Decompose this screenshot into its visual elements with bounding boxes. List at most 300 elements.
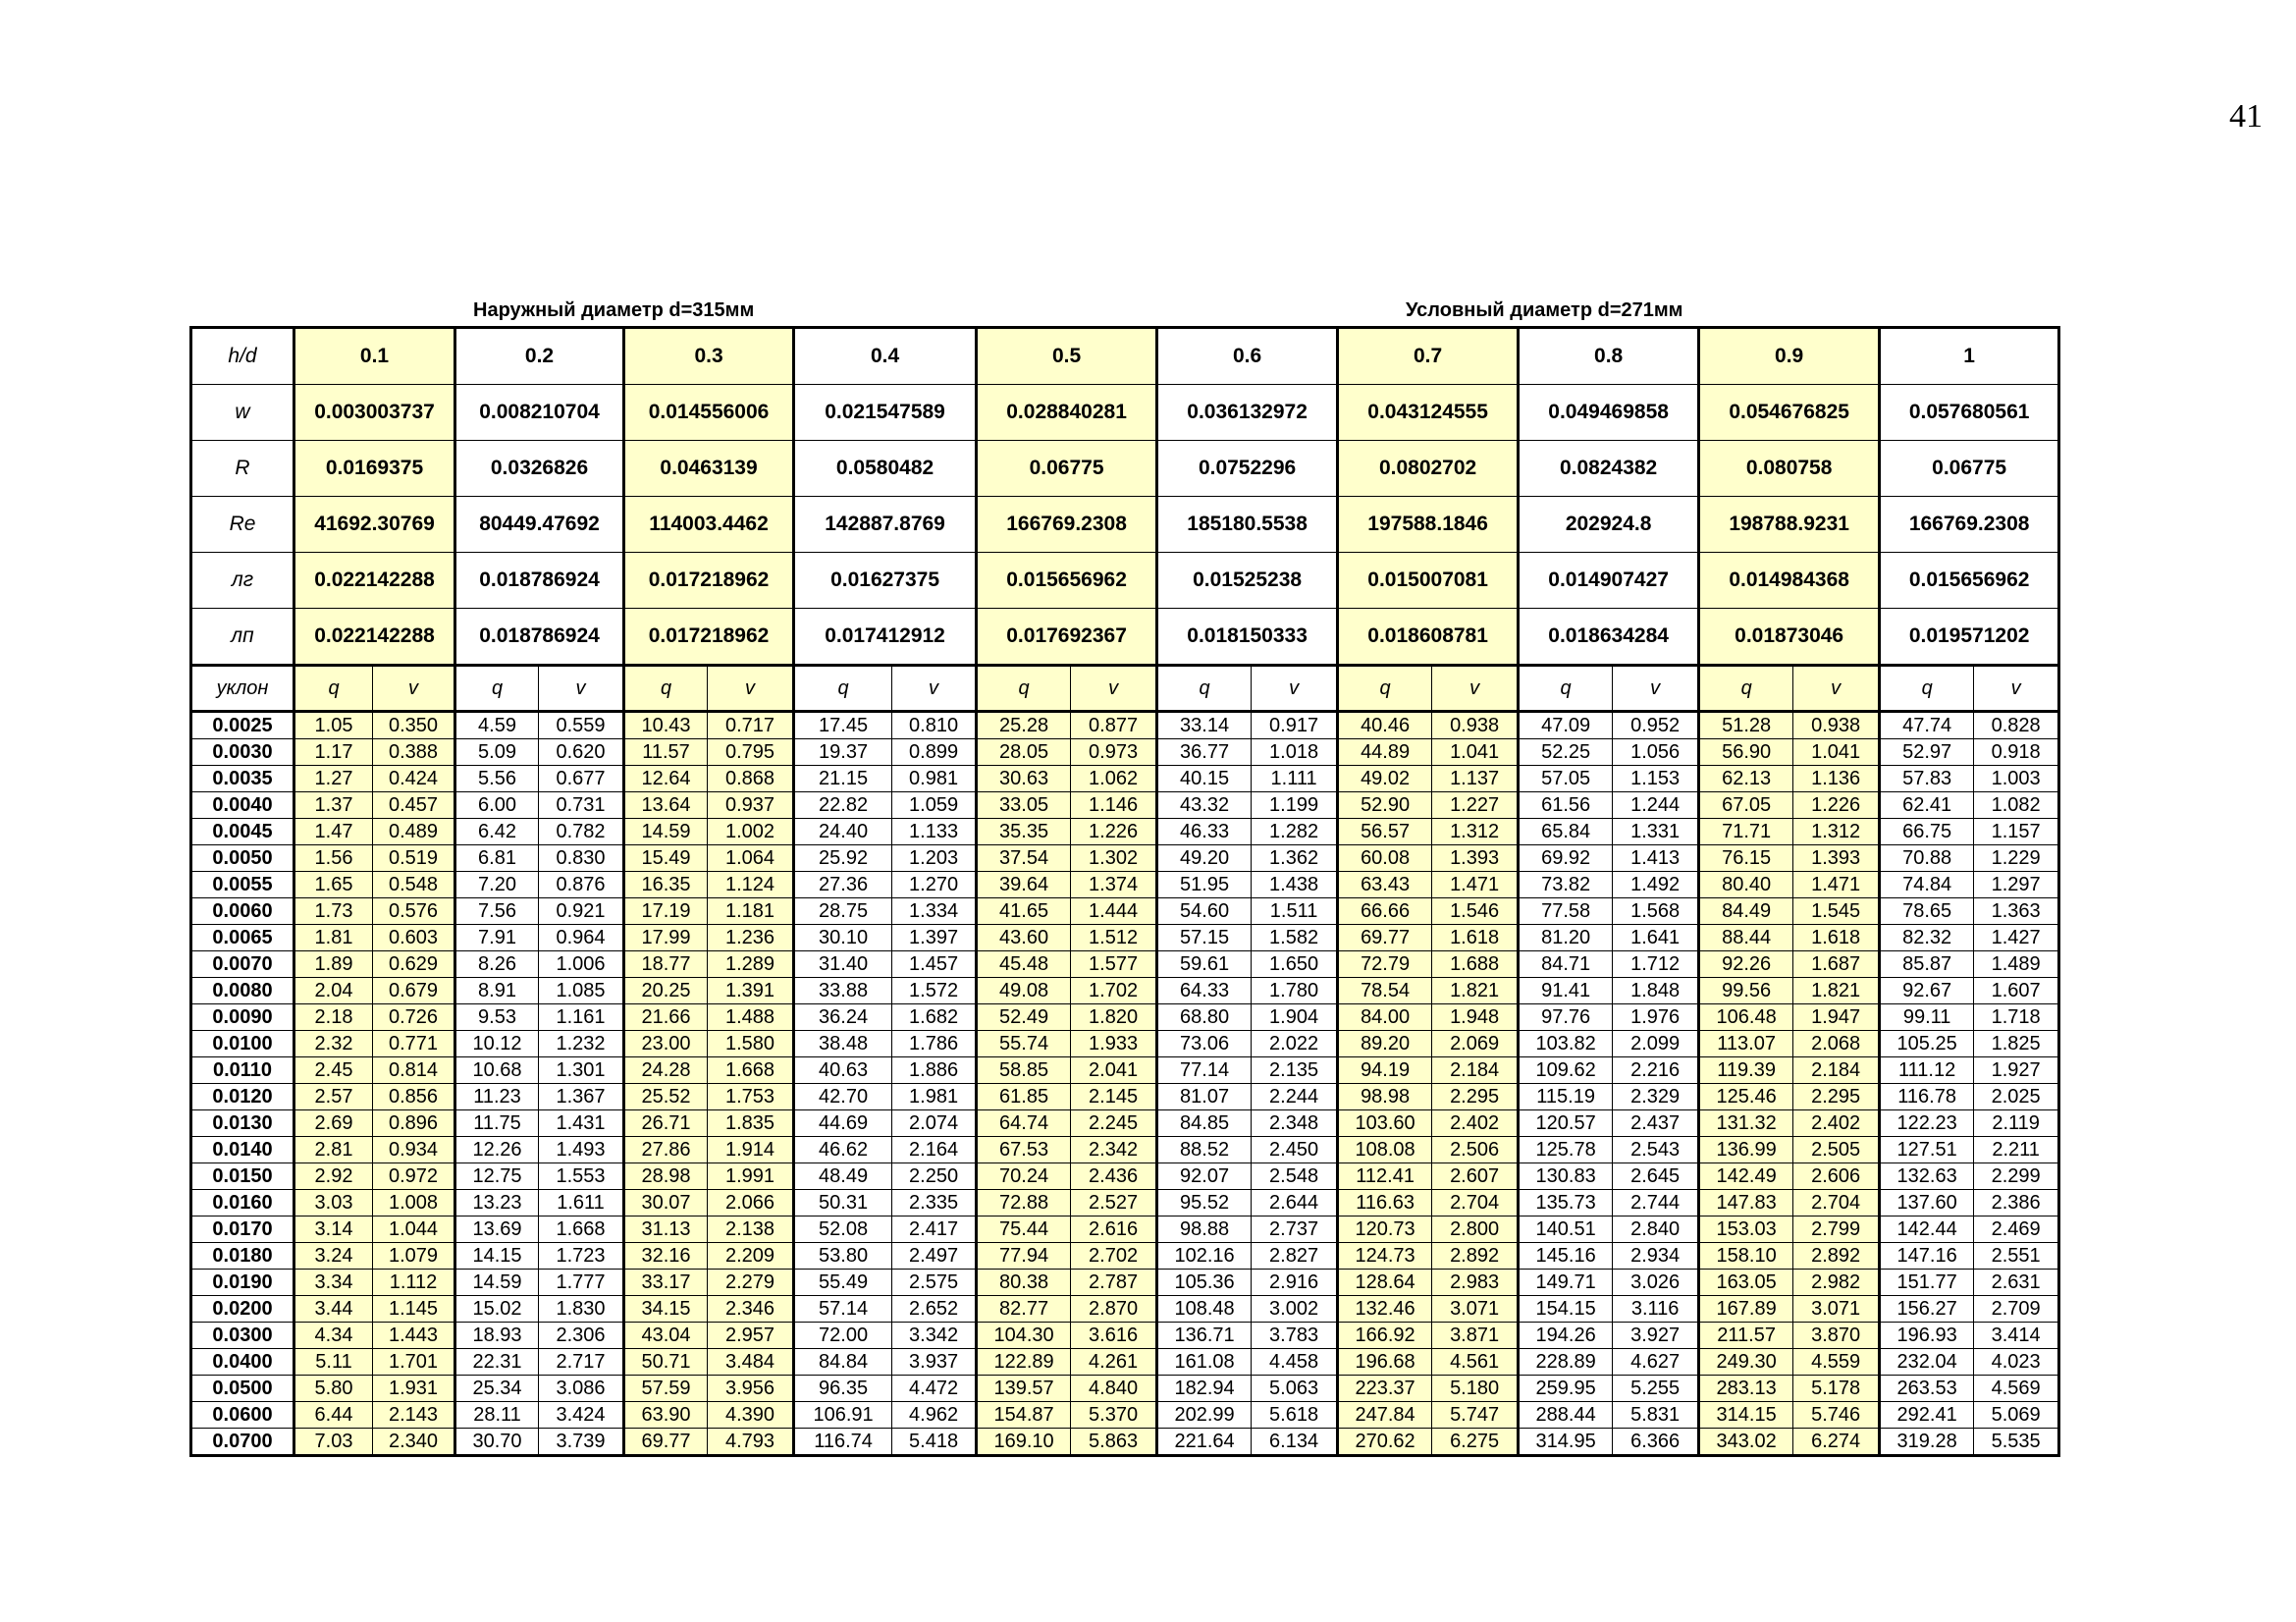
flow-cell: 33.88 — [794, 978, 892, 1004]
flow-cell: 34.15 — [624, 1296, 708, 1323]
velocity-cell: 0.457 — [373, 792, 455, 819]
header-value: 0.014556006 — [624, 385, 794, 441]
velocity-cell: 2.245 — [1071, 1110, 1157, 1137]
flow-cell: 73.06 — [1157, 1031, 1252, 1057]
velocity-cell: 2.250 — [892, 1163, 977, 1190]
velocity-cell: 1.702 — [1071, 978, 1157, 1004]
slope-cell: 0.0040 — [191, 792, 294, 819]
flow-cell: 70.24 — [977, 1163, 1071, 1190]
velocity-cell: 3.783 — [1252, 1323, 1338, 1349]
velocity-cell: 0.795 — [708, 739, 794, 766]
flow-cell: 66.66 — [1338, 898, 1432, 925]
velocity-cell: 1.825 — [1974, 1031, 2059, 1057]
velocity-cell: 1.413 — [1613, 845, 1699, 872]
header-value: 41692.30769 — [294, 497, 455, 553]
velocity-cell: 1.153 — [1613, 766, 1699, 792]
header-value: 0.0463139 — [624, 441, 794, 497]
flow-cell: 6.81 — [455, 845, 539, 872]
velocity-cell: 1.226 — [1071, 819, 1157, 845]
velocity-header: v — [539, 666, 624, 712]
slope-cell: 0.0400 — [191, 1349, 294, 1376]
velocity-cell: 2.145 — [1071, 1084, 1157, 1110]
flow-cell: 116.74 — [794, 1429, 892, 1456]
flow-cell: 47.74 — [1880, 712, 1974, 739]
flow-cell: 158.10 — [1699, 1243, 1793, 1270]
velocity-cell: 2.216 — [1613, 1057, 1699, 1084]
flow-cell: 22.31 — [455, 1349, 539, 1376]
velocity-header: v — [1432, 666, 1519, 712]
flow-cell: 14.59 — [455, 1270, 539, 1296]
slope-cell: 0.0140 — [191, 1137, 294, 1163]
flow-cell: 70.88 — [1880, 845, 1974, 872]
flow-cell: 122.23 — [1880, 1110, 1974, 1137]
slope-cell: 0.0035 — [191, 766, 294, 792]
flow-cell: 44.69 — [794, 1110, 892, 1137]
flow-cell: 24.40 — [794, 819, 892, 845]
flow-cell: 263.53 — [1880, 1376, 1974, 1402]
flow-cell: 28.11 — [455, 1402, 539, 1429]
velocity-cell: 1.124 — [708, 872, 794, 898]
header-value: 0.018150333 — [1157, 609, 1338, 666]
velocity-cell: 1.618 — [1432, 925, 1519, 951]
flow-cell: 31.40 — [794, 951, 892, 978]
velocity-cell: 2.450 — [1252, 1137, 1338, 1163]
header-value: 0.4 — [794, 328, 977, 385]
header-value: 114003.4462 — [624, 497, 794, 553]
flow-cell: 88.52 — [1157, 1137, 1252, 1163]
velocity-cell: 1.489 — [1974, 951, 2059, 978]
flow-cell: 13.64 — [624, 792, 708, 819]
flow-cell: 112.41 — [1338, 1163, 1432, 1190]
header-value: 198788.9231 — [1699, 497, 1880, 553]
velocity-cell: 2.506 — [1432, 1137, 1519, 1163]
velocity-cell: 3.927 — [1613, 1323, 1699, 1349]
velocity-cell: 2.402 — [1793, 1110, 1880, 1137]
velocity-cell: 0.782 — [539, 819, 624, 845]
flow-cell: 249.30 — [1699, 1349, 1793, 1376]
velocity-cell: 0.548 — [373, 872, 455, 898]
table-row — [191, 1057, 2059, 1084]
flow-cell: 68.80 — [1157, 1004, 1252, 1031]
velocity-cell: 1.607 — [1974, 978, 2059, 1004]
velocity-cell: 0.921 — [539, 898, 624, 925]
velocity-cell: 1.718 — [1974, 1004, 2059, 1031]
flow-cell: 30.10 — [794, 925, 892, 951]
header-value: 166769.2308 — [977, 497, 1157, 553]
velocity-cell: 0.938 — [1793, 712, 1880, 739]
table-row — [191, 792, 2059, 819]
flow-cell: 89.20 — [1338, 1031, 1432, 1057]
flow-cell: 3.14 — [294, 1216, 373, 1243]
flow-cell: 47.09 — [1519, 712, 1613, 739]
slope-cell: 0.0160 — [191, 1190, 294, 1216]
velocity-cell: 1.312 — [1793, 819, 1880, 845]
header-label: w — [191, 385, 294, 441]
velocity-cell: 2.069 — [1432, 1031, 1519, 1057]
flow-cell: 223.37 — [1338, 1376, 1432, 1402]
header-value: 142887.8769 — [794, 497, 977, 553]
flow-cell: 1.73 — [294, 898, 373, 925]
slope-cell: 0.0045 — [191, 819, 294, 845]
velocity-cell: 0.973 — [1071, 739, 1157, 766]
velocity-cell: 1.904 — [1252, 1004, 1338, 1031]
velocity-cell: 0.918 — [1974, 739, 2059, 766]
table-row — [191, 951, 2059, 978]
velocity-cell: 2.143 — [373, 1402, 455, 1429]
flow-cell: 51.28 — [1699, 712, 1793, 739]
flow-cell: 169.10 — [977, 1429, 1071, 1456]
flow-cell: 64.74 — [977, 1110, 1071, 1137]
velocity-cell: 1.777 — [539, 1270, 624, 1296]
flow-cell: 1.56 — [294, 845, 373, 872]
flow-cell: 67.53 — [977, 1137, 1071, 1163]
flow-cell: 147.16 — [1880, 1243, 1974, 1270]
table-row — [191, 1376, 2059, 1402]
flow-cell: 343.02 — [1699, 1429, 1793, 1456]
velocity-cell: 1.236 — [708, 925, 794, 951]
flow-cell: 6.42 — [455, 819, 539, 845]
flow-cell: 314.95 — [1519, 1429, 1613, 1456]
flow-cell: 142.44 — [1880, 1216, 1974, 1243]
hydraulic-table — [189, 326, 2060, 1457]
table-row — [191, 1429, 2059, 1456]
flow-header: q — [294, 666, 373, 712]
velocity-cell: 1.232 — [539, 1031, 624, 1057]
flow-cell: 228.89 — [1519, 1349, 1613, 1376]
header-value: 0.015656962 — [977, 553, 1157, 609]
flow-cell: 69.77 — [624, 1429, 708, 1456]
flow-cell: 4.34 — [294, 1323, 373, 1349]
flow-cell: 116.63 — [1338, 1190, 1432, 1216]
flow-cell: 57.14 — [794, 1296, 892, 1323]
velocity-cell: 3.071 — [1793, 1296, 1880, 1323]
flow-cell: 27.86 — [624, 1137, 708, 1163]
flow-header: q — [1699, 666, 1793, 712]
header-value: 0.022142288 — [294, 553, 455, 609]
flow-cell: 40.63 — [794, 1057, 892, 1084]
flow-cell: 145.16 — [1519, 1243, 1613, 1270]
velocity-cell: 0.856 — [373, 1084, 455, 1110]
flow-cell: 56.90 — [1699, 739, 1793, 766]
table-row — [191, 872, 2059, 898]
flow-cell: 149.71 — [1519, 1270, 1613, 1296]
slope-cell: 0.0300 — [191, 1323, 294, 1349]
table-row — [191, 1110, 2059, 1137]
velocity-cell: 3.870 — [1793, 1323, 1880, 1349]
velocity-cell: 0.810 — [892, 712, 977, 739]
flow-cell: 130.83 — [1519, 1163, 1613, 1190]
velocity-cell: 2.299 — [1974, 1163, 2059, 1190]
flow-cell: 64.33 — [1157, 978, 1252, 1004]
caption-nominal-diameter: Условный диаметр d=271мм — [1406, 299, 1683, 321]
flow-cell: 106.91 — [794, 1402, 892, 1429]
header-value: 185180.5538 — [1157, 497, 1338, 553]
slope-cell: 0.0055 — [191, 872, 294, 898]
velocity-cell: 0.576 — [373, 898, 455, 925]
flow-cell: 109.62 — [1519, 1057, 1613, 1084]
flow-cell: 10.43 — [624, 712, 708, 739]
flow-cell: 58.85 — [977, 1057, 1071, 1084]
velocity-cell: 2.119 — [1974, 1110, 2059, 1137]
header-row — [191, 497, 2059, 553]
slope-cell: 0.0060 — [191, 898, 294, 925]
velocity-cell: 1.301 — [539, 1057, 624, 1084]
header-value: 0.3 — [624, 328, 794, 385]
velocity-cell: 1.111 — [1252, 766, 1338, 792]
velocity-cell: 2.704 — [1432, 1190, 1519, 1216]
flow-cell: 26.71 — [624, 1110, 708, 1137]
flow-cell: 25.92 — [794, 845, 892, 872]
header-value: 0.8 — [1519, 328, 1699, 385]
flow-cell: 84.00 — [1338, 1004, 1432, 1031]
header-value: 0.021547589 — [794, 385, 977, 441]
slope-cell: 0.0030 — [191, 739, 294, 766]
flow-cell: 167.89 — [1699, 1296, 1793, 1323]
flow-cell: 1.37 — [294, 792, 373, 819]
flow-cell: 151.77 — [1880, 1270, 1974, 1296]
velocity-cell: 1.282 — [1252, 819, 1338, 845]
flow-cell: 5.56 — [455, 766, 539, 792]
flow-header: q — [455, 666, 539, 712]
flow-cell: 28.98 — [624, 1163, 708, 1190]
header-value: 0.017412912 — [794, 609, 977, 666]
flow-cell: 17.99 — [624, 925, 708, 951]
flow-cell: 72.79 — [1338, 951, 1432, 978]
velocity-cell: 1.203 — [892, 845, 977, 872]
velocity-header: v — [1613, 666, 1699, 712]
slope-cell: 0.0070 — [191, 951, 294, 978]
table-row — [191, 1402, 2059, 1429]
velocity-cell: 1.991 — [708, 1163, 794, 1190]
velocity-cell: 2.744 — [1613, 1190, 1699, 1216]
flow-cell: 66.75 — [1880, 819, 1974, 845]
flow-cell: 10.12 — [455, 1031, 539, 1057]
velocity-cell: 2.704 — [1793, 1190, 1880, 1216]
velocity-cell: 6.274 — [1793, 1429, 1880, 1456]
velocity-cell: 3.956 — [708, 1376, 794, 1402]
flow-cell: 84.84 — [794, 1349, 892, 1376]
velocity-cell: 3.116 — [1613, 1296, 1699, 1323]
flow-cell: 24.28 — [624, 1057, 708, 1084]
header-value: 0.5 — [977, 328, 1157, 385]
flow-cell: 82.77 — [977, 1296, 1071, 1323]
table-row — [191, 898, 2059, 925]
flow-cell: 53.80 — [794, 1243, 892, 1270]
velocity-cell: 3.937 — [892, 1349, 977, 1376]
flow-cell: 288.44 — [1519, 1402, 1613, 1429]
flow-cell: 7.91 — [455, 925, 539, 951]
velocity-cell: 1.133 — [892, 819, 977, 845]
velocity-cell: 0.899 — [892, 739, 977, 766]
velocity-cell: 2.702 — [1071, 1243, 1157, 1270]
flow-cell: 81.07 — [1157, 1084, 1252, 1110]
table-row — [191, 766, 2059, 792]
flow-cell: 2.45 — [294, 1057, 373, 1084]
flow-cell: 182.94 — [1157, 1376, 1252, 1402]
flow-cell: 33.14 — [1157, 712, 1252, 739]
flow-cell: 108.08 — [1338, 1137, 1432, 1163]
velocity-header: v — [1974, 666, 2059, 712]
header-value: 0.003003737 — [294, 385, 455, 441]
velocity-cell: 1.981 — [892, 1084, 977, 1110]
flow-cell: 74.84 — [1880, 872, 1974, 898]
velocity-cell: 2.135 — [1252, 1057, 1338, 1084]
velocity-cell: 4.472 — [892, 1376, 977, 1402]
flow-cell: 154.87 — [977, 1402, 1071, 1429]
velocity-cell: 1.146 — [1071, 792, 1157, 819]
flow-cell: 105.36 — [1157, 1270, 1252, 1296]
velocity-cell: 1.488 — [708, 1004, 794, 1031]
flow-cell: 2.92 — [294, 1163, 373, 1190]
flow-cell: 103.82 — [1519, 1031, 1613, 1057]
header-value: 0.015007081 — [1338, 553, 1519, 609]
velocity-cell: 1.780 — [1252, 978, 1338, 1004]
velocity-cell: 2.184 — [1432, 1057, 1519, 1084]
velocity-cell: 2.631 — [1974, 1270, 2059, 1296]
velocity-header: v — [1252, 666, 1338, 712]
velocity-cell: 1.059 — [892, 792, 977, 819]
velocity-cell: 0.937 — [708, 792, 794, 819]
velocity-cell: 2.575 — [892, 1270, 977, 1296]
velocity-cell: 2.606 — [1793, 1163, 1880, 1190]
velocity-cell: 1.493 — [539, 1137, 624, 1163]
flow-cell: 69.92 — [1519, 845, 1613, 872]
velocity-cell: 6.366 — [1613, 1429, 1699, 1456]
flow-cell: 283.13 — [1699, 1376, 1793, 1402]
header-value: 0.017218962 — [624, 609, 794, 666]
velocity-cell: 0.917 — [1252, 712, 1338, 739]
velocity-cell: 2.983 — [1432, 1270, 1519, 1296]
flow-cell: 92.07 — [1157, 1163, 1252, 1190]
flow-cell: 259.95 — [1519, 1376, 1613, 1402]
flow-cell: 92.67 — [1880, 978, 1974, 1004]
velocity-cell: 1.003 — [1974, 766, 2059, 792]
velocity-cell: 1.041 — [1793, 739, 1880, 766]
flow-cell: 128.64 — [1338, 1270, 1432, 1296]
table-row — [191, 1216, 2059, 1243]
slope-cell: 0.0180 — [191, 1243, 294, 1270]
flow-cell: 60.08 — [1338, 845, 1432, 872]
velocity-cell: 2.957 — [708, 1323, 794, 1349]
flow-cell: 131.32 — [1699, 1110, 1793, 1137]
flow-cell: 1.17 — [294, 739, 373, 766]
velocity-cell: 3.414 — [1974, 1323, 2059, 1349]
flow-cell: 194.26 — [1519, 1323, 1613, 1349]
flow-cell: 12.75 — [455, 1163, 539, 1190]
header-label: h/d — [191, 328, 294, 385]
flow-cell: 5.11 — [294, 1349, 373, 1376]
velocity-cell: 1.229 — [1974, 845, 2059, 872]
slope-cell: 0.0100 — [191, 1031, 294, 1057]
slope-cell: 0.0190 — [191, 1270, 294, 1296]
table-row — [191, 1270, 2059, 1296]
header-value: 0.0752296 — [1157, 441, 1338, 497]
flow-cell: 72.88 — [977, 1190, 1071, 1216]
velocity-cell: 0.620 — [539, 739, 624, 766]
header-value: 0.1 — [294, 328, 455, 385]
velocity-cell: 2.342 — [1071, 1137, 1157, 1163]
table-row — [191, 845, 2059, 872]
flow-cell: 113.07 — [1699, 1031, 1793, 1057]
flow-header: q — [977, 666, 1071, 712]
slope-cell: 0.0090 — [191, 1004, 294, 1031]
flow-cell: 77.94 — [977, 1243, 1071, 1270]
header-value: 0.01627375 — [794, 553, 977, 609]
header-value: 0.018608781 — [1338, 609, 1519, 666]
header-value: 0.01873046 — [1699, 609, 1880, 666]
velocity-cell: 2.402 — [1432, 1110, 1519, 1137]
sub-header-row — [191, 666, 2059, 712]
velocity-cell: 1.835 — [708, 1110, 794, 1137]
flow-cell: 125.46 — [1699, 1084, 1793, 1110]
velocity-cell: 5.747 — [1432, 1402, 1519, 1429]
flow-cell: 52.97 — [1880, 739, 1974, 766]
velocity-cell: 1.438 — [1252, 872, 1338, 898]
flow-cell: 270.62 — [1338, 1429, 1432, 1456]
velocity-cell: 2.417 — [892, 1216, 977, 1243]
velocity-cell: 3.071 — [1432, 1296, 1519, 1323]
velocity-cell: 2.022 — [1252, 1031, 1338, 1057]
velocity-cell: 5.370 — [1071, 1402, 1157, 1429]
header-value: 0.0824382 — [1519, 441, 1699, 497]
velocity-cell: 1.668 — [539, 1216, 624, 1243]
flow-cell: 2.04 — [294, 978, 373, 1004]
flow-cell: 147.83 — [1699, 1190, 1793, 1216]
flow-cell: 92.26 — [1699, 951, 1793, 978]
slope-cell: 0.0080 — [191, 978, 294, 1004]
flow-cell: 57.15 — [1157, 925, 1252, 951]
flow-cell: 211.57 — [1699, 1323, 1793, 1349]
velocity-cell: 0.603 — [373, 925, 455, 951]
flow-cell: 28.75 — [794, 898, 892, 925]
header-value: 0.049469858 — [1519, 385, 1699, 441]
velocity-cell: 2.644 — [1252, 1190, 1338, 1216]
velocity-cell: 1.611 — [539, 1190, 624, 1216]
flow-cell: 42.70 — [794, 1084, 892, 1110]
velocity-cell: 1.546 — [1432, 898, 1519, 925]
header-value: 0.043124555 — [1338, 385, 1519, 441]
flow-cell: 1.65 — [294, 872, 373, 898]
table-row — [191, 1137, 2059, 1163]
velocity-cell: 1.511 — [1252, 898, 1338, 925]
velocity-cell: 1.471 — [1432, 872, 1519, 898]
flow-cell: 82.32 — [1880, 925, 1974, 951]
flow-cell: 292.41 — [1880, 1402, 1974, 1429]
header-row — [191, 553, 2059, 609]
flow-cell: 91.41 — [1519, 978, 1613, 1004]
header-value: 0.06775 — [977, 441, 1157, 497]
flow-cell: 7.20 — [455, 872, 539, 898]
velocity-cell: 1.226 — [1793, 792, 1880, 819]
table-row — [191, 1243, 2059, 1270]
velocity-cell: 1.397 — [892, 925, 977, 951]
flow-cell: 196.93 — [1880, 1323, 1974, 1349]
velocity-cell: 2.652 — [892, 1296, 977, 1323]
flow-cell: 52.49 — [977, 1004, 1071, 1031]
flow-cell: 98.88 — [1157, 1216, 1252, 1243]
flow-cell: 120.73 — [1338, 1216, 1432, 1243]
velocity-cell: 1.006 — [539, 951, 624, 978]
flow-cell: 46.62 — [794, 1137, 892, 1163]
page-number: 41 — [2229, 98, 2263, 135]
flow-cell: 3.44 — [294, 1296, 373, 1323]
header-value: 0.019571202 — [1880, 609, 2059, 666]
velocity-cell: 1.568 — [1613, 898, 1699, 925]
velocity-cell: 2.244 — [1252, 1084, 1338, 1110]
flow-cell: 30.70 — [455, 1429, 539, 1456]
flow-cell: 196.68 — [1338, 1349, 1432, 1376]
flow-cell: 115.19 — [1519, 1084, 1613, 1110]
